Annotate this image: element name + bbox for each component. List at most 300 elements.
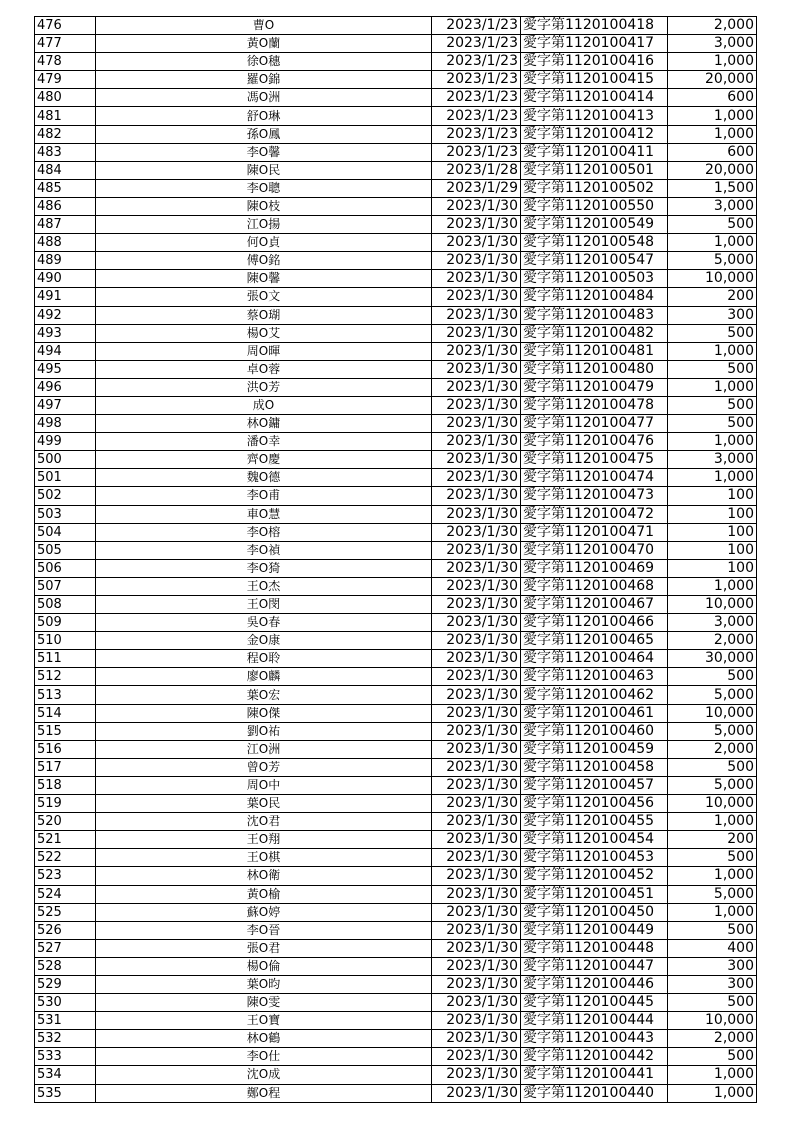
receipt-number: 愛字第1120100454 <box>521 831 668 849</box>
table-row <box>35 614 757 632</box>
donation-date: 2023/1/30 <box>432 776 521 794</box>
donation-amount: 100 <box>668 523 757 541</box>
donor-name: 周O中 <box>96 776 432 794</box>
donation-amount: 1,000 <box>668 903 757 921</box>
table-row <box>35 541 757 559</box>
donor-name: 沈O君 <box>96 813 432 831</box>
donation-amount: 100 <box>668 559 757 577</box>
table-row <box>35 469 757 487</box>
receipt-number: 愛字第1120100463 <box>521 668 668 686</box>
donor-name: 葉O民 <box>96 795 432 813</box>
donation-amount: 20,000 <box>668 71 757 89</box>
row-number: 524 <box>35 885 96 903</box>
receipt-number: 愛字第1120100550 <box>521 197 668 215</box>
table-row <box>35 451 757 469</box>
donation-date: 2023/1/30 <box>432 903 521 921</box>
donation-amount: 2,000 <box>668 632 757 650</box>
row-number: 493 <box>35 324 96 342</box>
donation-amount: 1,000 <box>668 433 757 451</box>
table-row <box>35 234 757 252</box>
donation-date: 2023/1/30 <box>432 469 521 487</box>
receipt-number: 愛字第1120100418 <box>521 17 668 35</box>
donor-name: 張O君 <box>96 939 432 957</box>
row-number: 509 <box>35 614 96 632</box>
row-number: 491 <box>35 288 96 306</box>
donation-table <box>34 16 757 1103</box>
receipt-number: 愛字第1120100451 <box>521 885 668 903</box>
receipt-number: 愛字第1120100464 <box>521 650 668 668</box>
receipt-number: 愛字第1120100445 <box>521 994 668 1012</box>
donor-name: 林O鏞 <box>96 415 432 433</box>
receipt-number: 愛字第1120100481 <box>521 342 668 360</box>
table-row <box>35 89 757 107</box>
row-number: 497 <box>35 396 96 414</box>
donation-date: 2023/1/30 <box>432 451 521 469</box>
table-row <box>35 252 757 270</box>
table-row <box>35 867 757 885</box>
donation-amount: 10,000 <box>668 704 757 722</box>
table-row <box>35 577 757 595</box>
receipt-number: 愛字第1120100469 <box>521 559 668 577</box>
receipt-number: 愛字第1120100475 <box>521 451 668 469</box>
row-number: 492 <box>35 306 96 324</box>
row-number: 515 <box>35 722 96 740</box>
donation-amount: 500 <box>668 758 757 776</box>
table-row <box>35 704 757 722</box>
donor-name: 魏O德 <box>96 469 432 487</box>
donor-name: 周O暉 <box>96 342 432 360</box>
table-row <box>35 324 757 342</box>
donation-amount: 100 <box>668 487 757 505</box>
row-number: 482 <box>35 125 96 143</box>
row-number: 483 <box>35 143 96 161</box>
table-row <box>35 161 757 179</box>
row-number: 526 <box>35 921 96 939</box>
receipt-number: 愛字第1120100479 <box>521 378 668 396</box>
donation-amount: 400 <box>668 939 757 957</box>
table-row <box>35 270 757 288</box>
donation-amount: 1,500 <box>668 179 757 197</box>
donation-date: 2023/1/30 <box>432 758 521 776</box>
donation-amount: 5,000 <box>668 776 757 794</box>
donation-date: 2023/1/30 <box>432 813 521 831</box>
table-row <box>35 1048 757 1066</box>
table-row <box>35 143 757 161</box>
donor-name: 潘O幸 <box>96 433 432 451</box>
receipt-number: 愛字第1120100417 <box>521 35 668 53</box>
donation-date: 2023/1/30 <box>432 216 521 234</box>
donation-amount: 1,000 <box>668 378 757 396</box>
table-row <box>35 1030 757 1048</box>
receipt-number: 愛字第1120100482 <box>521 324 668 342</box>
receipt-number: 愛字第1120100465 <box>521 632 668 650</box>
table-row <box>35 776 757 794</box>
donation-amount: 1,000 <box>668 125 757 143</box>
receipt-number: 愛字第1120100466 <box>521 614 668 632</box>
table-row <box>35 921 757 939</box>
donor-name: 王O寶 <box>96 1012 432 1030</box>
donation-date: 2023/1/30 <box>432 288 521 306</box>
table-row <box>35 53 757 71</box>
donor-name: 王O閔 <box>96 596 432 614</box>
table-row <box>35 1084 757 1102</box>
donor-name: 吳O春 <box>96 614 432 632</box>
donation-date: 2023/1/30 <box>432 415 521 433</box>
donation-amount: 3,000 <box>668 451 757 469</box>
table-row <box>35 758 757 776</box>
donor-name: 陳O雯 <box>96 994 432 1012</box>
donation-date: 2023/1/30 <box>432 433 521 451</box>
donation-date: 2023/1/30 <box>432 1084 521 1102</box>
donor-name: 孫O鳳 <box>96 125 432 143</box>
donor-name: 車O慧 <box>96 505 432 523</box>
donation-date: 2023/1/30 <box>432 197 521 215</box>
row-number: 529 <box>35 975 96 993</box>
table-row <box>35 306 757 324</box>
receipt-number: 愛字第1120100478 <box>521 396 668 414</box>
row-number: 496 <box>35 378 96 396</box>
table-row <box>35 179 757 197</box>
donor-name: 張O文 <box>96 288 432 306</box>
row-number: 533 <box>35 1048 96 1066</box>
row-number: 530 <box>35 994 96 1012</box>
receipt-number: 愛字第1120100444 <box>521 1012 668 1030</box>
table-row <box>35 216 757 234</box>
donor-name: 陳O民 <box>96 161 432 179</box>
table-row <box>35 975 757 993</box>
donation-amount: 1,000 <box>668 234 757 252</box>
row-number: 500 <box>35 451 96 469</box>
donation-date: 2023/1/23 <box>432 143 521 161</box>
table-row <box>35 632 757 650</box>
donation-amount: 10,000 <box>668 795 757 813</box>
donation-date: 2023/1/30 <box>432 831 521 849</box>
row-number: 507 <box>35 577 96 595</box>
donor-name: 李O禎 <box>96 541 432 559</box>
donation-amount: 5,000 <box>668 252 757 270</box>
donor-name: 林O鶴 <box>96 1030 432 1048</box>
donation-date: 2023/1/30 <box>432 1066 521 1084</box>
receipt-number: 愛字第1120100501 <box>521 161 668 179</box>
table-row <box>35 487 757 505</box>
receipt-number: 愛字第1120100446 <box>521 975 668 993</box>
donation-date: 2023/1/30 <box>432 722 521 740</box>
table-row <box>35 994 757 1012</box>
donor-name: 曾O芳 <box>96 758 432 776</box>
donation-amount: 2,000 <box>668 740 757 758</box>
donation-amount: 500 <box>668 415 757 433</box>
donation-amount: 1,000 <box>668 469 757 487</box>
donor-name: 蘇O婷 <box>96 903 432 921</box>
donation-date: 2023/1/30 <box>432 632 521 650</box>
table-row <box>35 559 757 577</box>
donor-name: 程O聆 <box>96 650 432 668</box>
row-number: 486 <box>35 197 96 215</box>
table-row <box>35 433 757 451</box>
donation-date: 2023/1/30 <box>432 885 521 903</box>
row-number: 518 <box>35 776 96 794</box>
donation-amount: 500 <box>668 1048 757 1066</box>
table-row <box>35 415 757 433</box>
donation-date: 2023/1/23 <box>432 71 521 89</box>
receipt-number: 愛字第1120100502 <box>521 179 668 197</box>
table-row <box>35 505 757 523</box>
receipt-number: 愛字第1120100483 <box>521 306 668 324</box>
row-number: 503 <box>35 505 96 523</box>
receipt-number: 愛字第1120100448 <box>521 939 668 957</box>
donation-date: 2023/1/30 <box>432 596 521 614</box>
receipt-number: 愛字第1120100456 <box>521 795 668 813</box>
row-number: 502 <box>35 487 96 505</box>
donation-date: 2023/1/23 <box>432 107 521 125</box>
donation-date: 2023/1/30 <box>432 505 521 523</box>
receipt-number: 愛字第1120100443 <box>521 1030 668 1048</box>
table-row <box>35 650 757 668</box>
donation-date: 2023/1/30 <box>432 1012 521 1030</box>
receipt-number: 愛字第1120100474 <box>521 469 668 487</box>
donation-amount: 3,000 <box>668 35 757 53</box>
donor-name: 王O杰 <box>96 577 432 595</box>
row-number: 519 <box>35 795 96 813</box>
receipt-number: 愛字第1120100468 <box>521 577 668 595</box>
table-row <box>35 813 757 831</box>
donation-amount: 30,000 <box>668 650 757 668</box>
donation-amount: 500 <box>668 921 757 939</box>
receipt-number: 愛字第1120100412 <box>521 125 668 143</box>
donor-name: 楊O艾 <box>96 324 432 342</box>
table-row <box>35 523 757 541</box>
donation-amount: 1,000 <box>668 1084 757 1102</box>
table-row <box>35 831 757 849</box>
donation-amount: 3,000 <box>668 614 757 632</box>
row-number: 499 <box>35 433 96 451</box>
row-number: 510 <box>35 632 96 650</box>
receipt-number: 愛字第1120100415 <box>521 71 668 89</box>
donor-name: 黃O榆 <box>96 885 432 903</box>
row-number: 494 <box>35 342 96 360</box>
donor-name: 陳O傑 <box>96 704 432 722</box>
row-number: 534 <box>35 1066 96 1084</box>
donation-amount: 200 <box>668 288 757 306</box>
receipt-number: 愛字第1120100458 <box>521 758 668 776</box>
donor-name: 曹O <box>96 17 432 35</box>
donation-amount: 2,000 <box>668 17 757 35</box>
table-row <box>35 668 757 686</box>
donation-date: 2023/1/30 <box>432 1030 521 1048</box>
donor-name: 李O晉 <box>96 921 432 939</box>
receipt-number: 愛字第1120100457 <box>521 776 668 794</box>
receipt-number: 愛字第1120100503 <box>521 270 668 288</box>
row-number: 487 <box>35 216 96 234</box>
donation-date: 2023/1/30 <box>432 252 521 270</box>
receipt-number: 愛字第1120100416 <box>521 53 668 71</box>
row-number: 477 <box>35 35 96 53</box>
table-row <box>35 596 757 614</box>
donation-date: 2023/1/30 <box>432 559 521 577</box>
donation-amount: 1,000 <box>668 342 757 360</box>
donation-amount: 1,000 <box>668 107 757 125</box>
donation-amount: 10,000 <box>668 596 757 614</box>
receipt-number: 愛字第1120100455 <box>521 813 668 831</box>
donor-name: 卓O蓉 <box>96 360 432 378</box>
donation-date: 2023/1/30 <box>432 541 521 559</box>
donation-date: 2023/1/30 <box>432 487 521 505</box>
donation-date: 2023/1/30 <box>432 704 521 722</box>
table-row <box>35 849 757 867</box>
receipt-number: 愛字第1120100473 <box>521 487 668 505</box>
row-number: 523 <box>35 867 96 885</box>
donor-name: 齊O慶 <box>96 451 432 469</box>
donation-date: 2023/1/23 <box>432 17 521 35</box>
donation-amount: 100 <box>668 505 757 523</box>
row-number: 506 <box>35 559 96 577</box>
donor-name: 楊O倫 <box>96 957 432 975</box>
receipt-number: 愛字第1120100453 <box>521 849 668 867</box>
receipt-number: 愛字第1120100452 <box>521 867 668 885</box>
donation-date: 2023/1/30 <box>432 324 521 342</box>
donation-date: 2023/1/30 <box>432 234 521 252</box>
donation-date: 2023/1/30 <box>432 921 521 939</box>
donor-name: 李O馨 <box>96 143 432 161</box>
donation-amount: 600 <box>668 143 757 161</box>
receipt-number: 愛字第1120100450 <box>521 903 668 921</box>
donation-date: 2023/1/30 <box>432 396 521 414</box>
donation-date: 2023/1/30 <box>432 795 521 813</box>
donation-date: 2023/1/23 <box>432 35 521 53</box>
row-number: 481 <box>35 107 96 125</box>
donor-name: 鄭O程 <box>96 1084 432 1102</box>
row-number: 522 <box>35 849 96 867</box>
donation-amount: 600 <box>668 89 757 107</box>
table-row <box>35 903 757 921</box>
row-number: 513 <box>35 686 96 704</box>
donation-amount: 10,000 <box>668 1012 757 1030</box>
donor-name: 蔡O瑚 <box>96 306 432 324</box>
receipt-number: 愛字第1120100440 <box>521 1084 668 1102</box>
receipt-number: 愛字第1120100467 <box>521 596 668 614</box>
receipt-number: 愛字第1120100414 <box>521 89 668 107</box>
row-number: 511 <box>35 650 96 668</box>
table-row <box>35 342 757 360</box>
donation-date: 2023/1/30 <box>432 740 521 758</box>
row-number: 488 <box>35 234 96 252</box>
receipt-number: 愛字第1120100459 <box>521 740 668 758</box>
table-row <box>35 360 757 378</box>
donation-amount: 5,000 <box>668 885 757 903</box>
donor-name: 李O仕 <box>96 1048 432 1066</box>
donation-table-body <box>35 17 757 1103</box>
receipt-number: 愛字第1120100470 <box>521 541 668 559</box>
receipt-number: 愛字第1120100441 <box>521 1066 668 1084</box>
donation-date: 2023/1/29 <box>432 179 521 197</box>
receipt-number: 愛字第1120100460 <box>521 722 668 740</box>
row-number: 531 <box>35 1012 96 1030</box>
donation-amount: 2,000 <box>668 1030 757 1048</box>
donation-amount: 500 <box>668 360 757 378</box>
receipt-number: 愛字第1120100442 <box>521 1048 668 1066</box>
donation-date: 2023/1/30 <box>432 650 521 668</box>
row-number: 517 <box>35 758 96 776</box>
row-number: 514 <box>35 704 96 722</box>
donation-amount: 1,000 <box>668 53 757 71</box>
receipt-number: 愛字第1120100476 <box>521 433 668 451</box>
donor-name: 馮O洲 <box>96 89 432 107</box>
donor-name: 江O揚 <box>96 216 432 234</box>
table-row <box>35 396 757 414</box>
donation-date: 2023/1/30 <box>432 975 521 993</box>
donation-date: 2023/1/30 <box>432 360 521 378</box>
donation-amount: 300 <box>668 957 757 975</box>
table-row <box>35 17 757 35</box>
row-number: 532 <box>35 1030 96 1048</box>
donor-name: 李O聰 <box>96 179 432 197</box>
table-row <box>35 1066 757 1084</box>
donation-amount: 5,000 <box>668 686 757 704</box>
donation-date: 2023/1/30 <box>432 306 521 324</box>
receipt-number: 愛字第1120100547 <box>521 252 668 270</box>
table-row <box>35 288 757 306</box>
row-number: 490 <box>35 270 96 288</box>
table-row <box>35 686 757 704</box>
receipt-number: 愛字第1120100472 <box>521 505 668 523</box>
donation-date: 2023/1/30 <box>432 523 521 541</box>
row-number: 527 <box>35 939 96 957</box>
donor-name: 葉O宏 <box>96 686 432 704</box>
row-number: 520 <box>35 813 96 831</box>
donation-amount: 300 <box>668 306 757 324</box>
donor-name: 劉O祐 <box>96 722 432 740</box>
donor-name: 舒O琳 <box>96 107 432 125</box>
donation-amount: 200 <box>668 831 757 849</box>
donor-name: 王O翔 <box>96 831 432 849</box>
donor-name: 王O棋 <box>96 849 432 867</box>
donor-name: 羅O錦 <box>96 71 432 89</box>
receipt-number: 愛字第1120100548 <box>521 234 668 252</box>
donation-amount: 500 <box>668 849 757 867</box>
receipt-number: 愛字第1120100447 <box>521 957 668 975</box>
donation-date: 2023/1/30 <box>432 270 521 288</box>
donation-date: 2023/1/30 <box>432 686 521 704</box>
donation-amount: 500 <box>668 324 757 342</box>
row-number: 528 <box>35 957 96 975</box>
table-row <box>35 197 757 215</box>
donor-name: 何O貞 <box>96 234 432 252</box>
donor-name: 葉O昀 <box>96 975 432 993</box>
donation-amount: 5,000 <box>668 722 757 740</box>
donation-amount: 500 <box>668 668 757 686</box>
row-number: 516 <box>35 740 96 758</box>
donation-date: 2023/1/30 <box>432 957 521 975</box>
donor-name: 李O猗 <box>96 559 432 577</box>
donation-date: 2023/1/30 <box>432 1048 521 1066</box>
table-row <box>35 722 757 740</box>
donor-name: 李O甫 <box>96 487 432 505</box>
donor-name: 李O榕 <box>96 523 432 541</box>
donor-name: 成O <box>96 396 432 414</box>
row-number: 535 <box>35 1084 96 1102</box>
table-row <box>35 957 757 975</box>
row-number: 480 <box>35 89 96 107</box>
donor-name: 沈O成 <box>96 1066 432 1084</box>
row-number: 504 <box>35 523 96 541</box>
table-row <box>35 885 757 903</box>
donor-name: 黃O蘭 <box>96 35 432 53</box>
donation-date: 2023/1/30 <box>432 849 521 867</box>
donor-name: 林O衛 <box>96 867 432 885</box>
row-number: 485 <box>35 179 96 197</box>
table-row <box>35 795 757 813</box>
row-number: 508 <box>35 596 96 614</box>
